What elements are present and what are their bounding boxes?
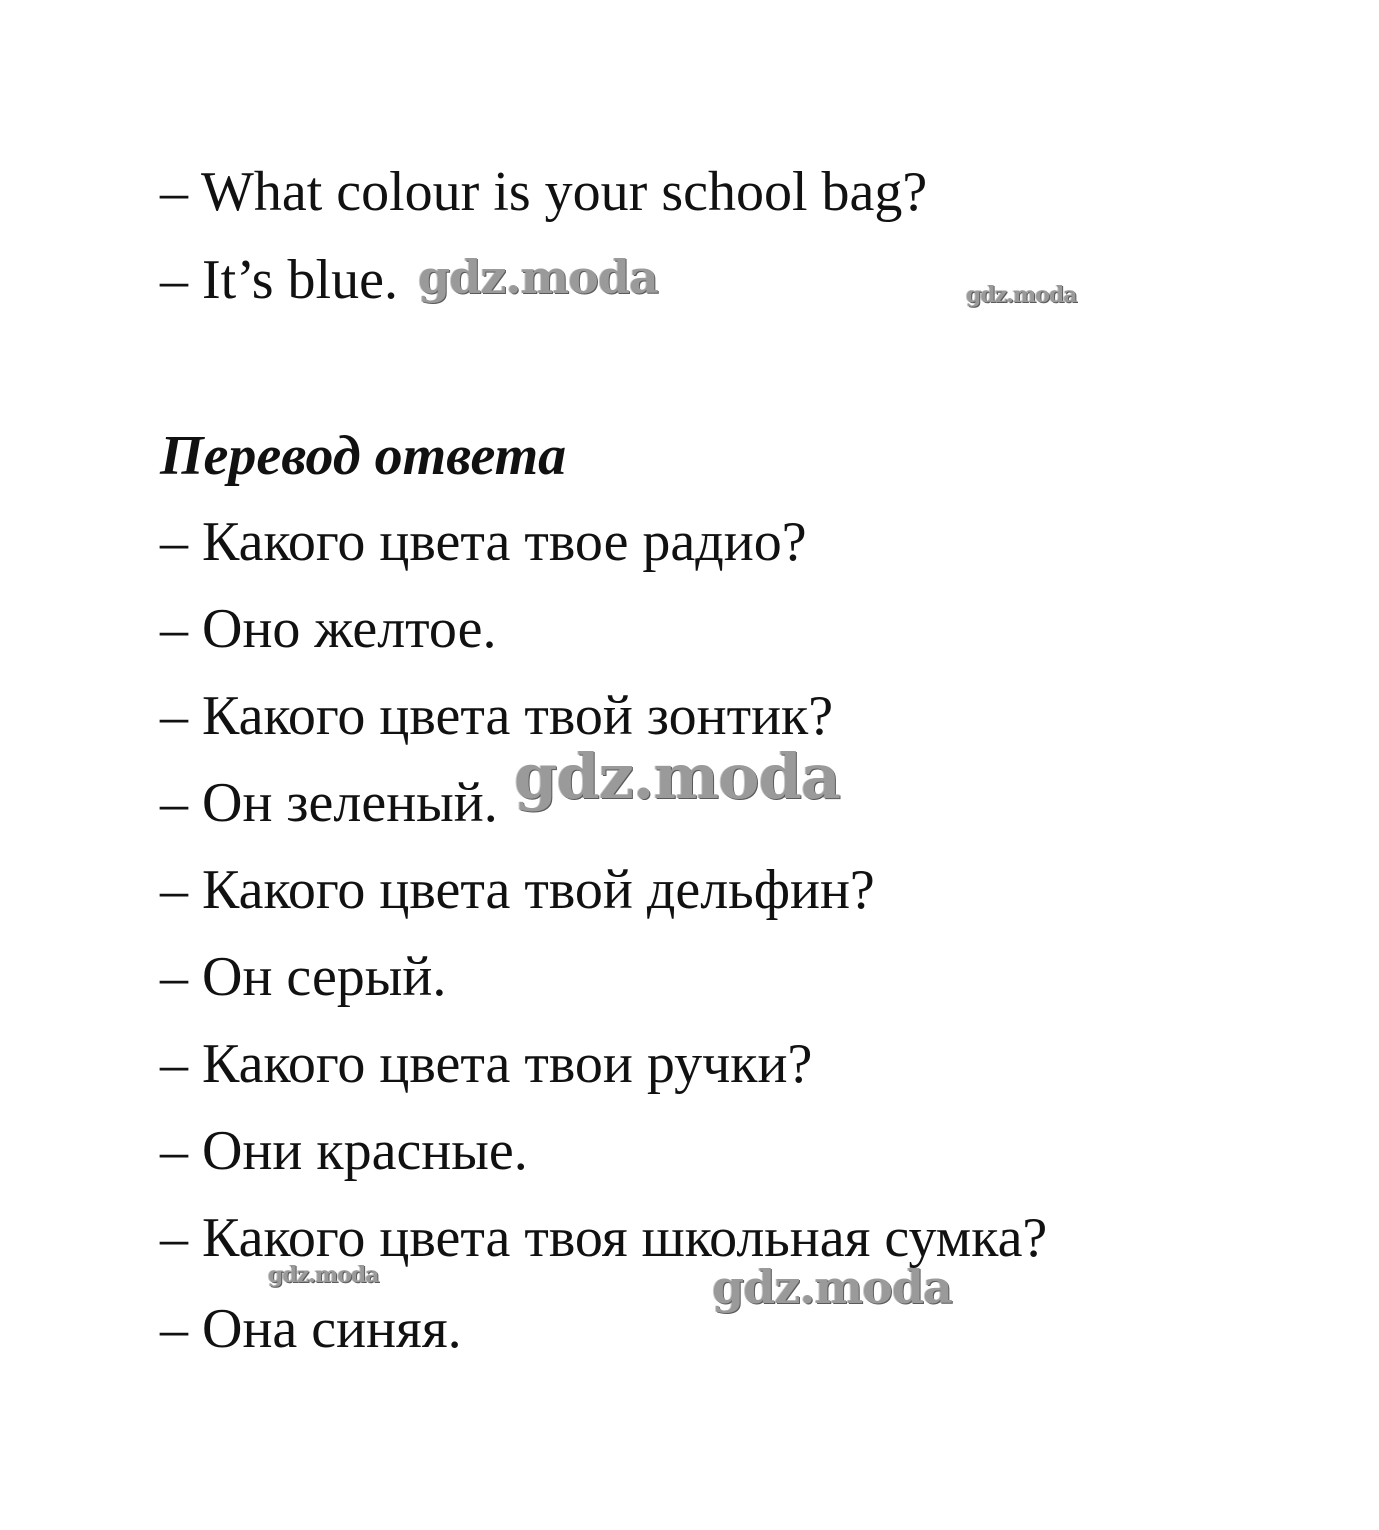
watermark: gdz.moda	[712, 1260, 952, 1314]
translation-line: – Она синяя.	[160, 1298, 462, 1360]
translation-line: – Оно желтое.	[160, 598, 497, 660]
translation-line: – Какого цвета твое радио?	[160, 511, 807, 573]
watermark: gdz.moda	[514, 740, 840, 813]
translation-heading: Перевод ответа	[160, 425, 567, 487]
translation-line: – Он серый.	[160, 946, 447, 1008]
dialogue-line-question: – What colour is your school bag?	[160, 161, 928, 223]
dialogue-line-answer: – It’s blue.	[160, 249, 398, 311]
translation-line: – Он зеленый.	[160, 772, 498, 834]
watermark: gdz.moda	[418, 250, 658, 304]
watermark: gdz.moda	[268, 1262, 379, 1288]
translation-line: – Какого цвета твой зонтик?	[160, 685, 834, 747]
watermark: gdz.moda	[966, 282, 1077, 308]
translation-line: – Какого цвета твои ручки?	[160, 1033, 813, 1095]
translation-line: – Какого цвета твой дельфин?	[160, 859, 875, 921]
translation-line: – Они красные.	[160, 1120, 528, 1182]
translation-line: – Какого цвета твоя школьная сумка?	[160, 1207, 1048, 1269]
